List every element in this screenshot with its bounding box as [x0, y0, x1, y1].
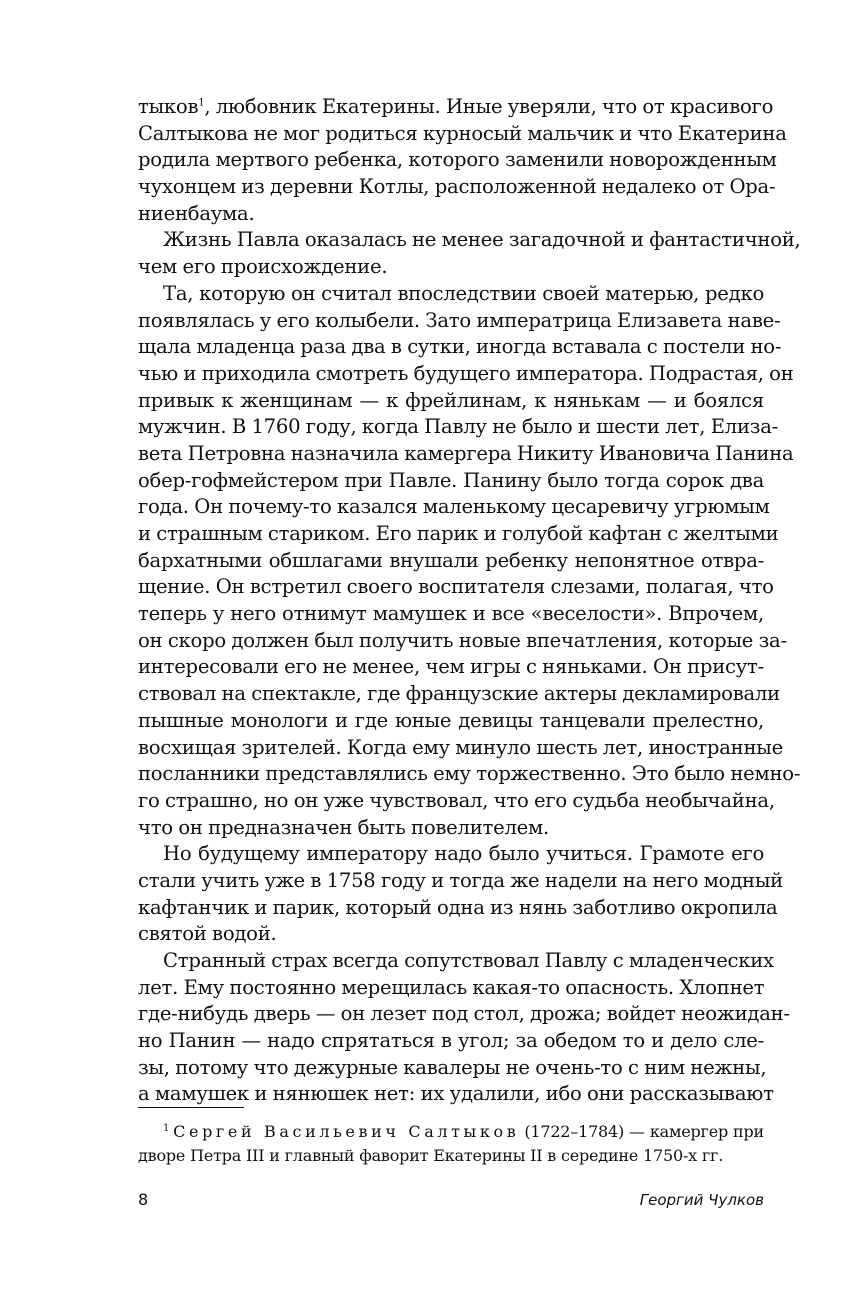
body-line: чем его происхождение. [138, 255, 388, 279]
body-line: го страшно, но он уже чувствовал, что его судьба необычайна, [138, 788, 775, 812]
body-line: щение. Он встретил своего воспитателя слезами, полагая, что [138, 575, 774, 599]
body-line: интересовали его не менее, чем игры с няньками. Он присут- [138, 655, 764, 679]
body-line: щала младенца раза два в сутки, иногда вставала с постели но- [138, 335, 782, 359]
body-line: что он предназначен быть повелителем. [138, 815, 549, 839]
body-line: пышные монологи и где юные девицы танцевали прелестно, [138, 708, 764, 732]
body-line: родила мертвого ребенка, которого заменили новорожденным [138, 148, 777, 172]
body-line: Та, которую он считал впоследствии своей матерью, редко [163, 281, 764, 305]
body-line: ствовал на спектакле, где французские актеры декламировали [138, 682, 780, 706]
body-line: где-нибудь дверь — он лезет под стол, дрожа; войдет неожидан- [138, 1002, 790, 1026]
body-line: святой водой. [138, 922, 277, 946]
body-line: Но будущему императору надо было учиться. Грамоте его [163, 842, 764, 866]
body-line: года. Он почему-то казался маленькому цесаревичу угрюмым [138, 495, 770, 519]
body-line: зы, потому что дежурные кавалеры не очень-то с ним нежны, [138, 1055, 767, 1079]
body-line: Салтыкова не мог родиться курносый мальчик и что Екатерина [138, 121, 787, 145]
body-line: появлялась у его колыбели. Зато императрица Елизавета наве- [138, 308, 781, 332]
footnote-text: (1722–1784) — камергер при [519, 1122, 764, 1141]
body-line: привык к женщинам — к фрейлинам, к нянькам — и боялся [138, 388, 764, 412]
page-body [138, 94, 801, 1108]
page-footer [138, 1188, 764, 1212]
footnote-number: 1 [163, 1122, 170, 1134]
body-line: кафтанчик и парик, который одна из нянь заботливо окропила [138, 895, 778, 919]
footnote-divider [138, 1107, 244, 1108]
body-line: чухонцем из деревни Котлы, расположенной недалеко от Ора- [138, 175, 776, 199]
line-text: , любовник Екатерины. Иные уверяли, что от красивого [204, 95, 774, 118]
body-line: он скоро должен был получить новые впечатления, которые за- [138, 628, 787, 652]
body-line: чью и приходила смотреть будущего императора. Подрастая, он [138, 361, 794, 385]
footnote-reference[interactable]: 1 [198, 97, 205, 109]
body-line: мужчин. В 1760 году, когда Павлу не было и шести лет, Елиза- [138, 415, 779, 439]
running-author: Георгий Чулков [639, 1191, 764, 1209]
footnote-line: дворе Петра III и главный фаворит Екатерины II в середине 1750-х гг. [138, 1146, 724, 1165]
body-line: восхищая зрителей. Когда ему минуло шесть лет, иностранные [138, 735, 783, 759]
body-line: Странный страх всегда сопутствовал Павлу с младенческих [163, 949, 774, 972]
body-line: стали учить уже в 1758 году и тогда же надели на него модный [138, 868, 783, 892]
footnote-person-name: Сергей Васильевич Салтыков [173, 1122, 520, 1141]
body-line: обер-гофмейстером при Павле. Панину было тогда сорок два [138, 468, 764, 492]
body-line: а мамушек и нянюшек нет: их удалили, ибо они рассказывают [138, 1082, 774, 1106]
body-line: бархатными обшлагами внушали ребенку непонятное отвра- [138, 548, 764, 572]
body-line: теперь у него отнимут мамушек и все «веселости». Впрочем, [138, 602, 764, 626]
line-text: тыков [138, 95, 199, 118]
body-line: ниенбаума. [138, 201, 255, 225]
body-line: посланники представлялись ему торжественно. Это было немно- [138, 762, 801, 786]
footnote [138, 1120, 764, 1168]
body-line: и страшным стариком. Его парик и голубой кафтан с желтыми [138, 522, 779, 545]
body-line: Жизнь Павла оказалась не менее загадочной и фантастичной, [163, 228, 801, 252]
footnote-line [138, 1120, 764, 1144]
body-line: но Панин — надо спрятаться в угол; за обедом то и дело сле- [138, 1029, 764, 1053]
body-line: вета Петровна назначила камергера Никиту Ивановича Панина [138, 441, 794, 465]
page-number: 8 [138, 1190, 149, 1209]
body-line [138, 94, 774, 121]
body-line: лет. Ему постоянно мерещилась какая-то опасность. Хлопнет [138, 975, 765, 999]
